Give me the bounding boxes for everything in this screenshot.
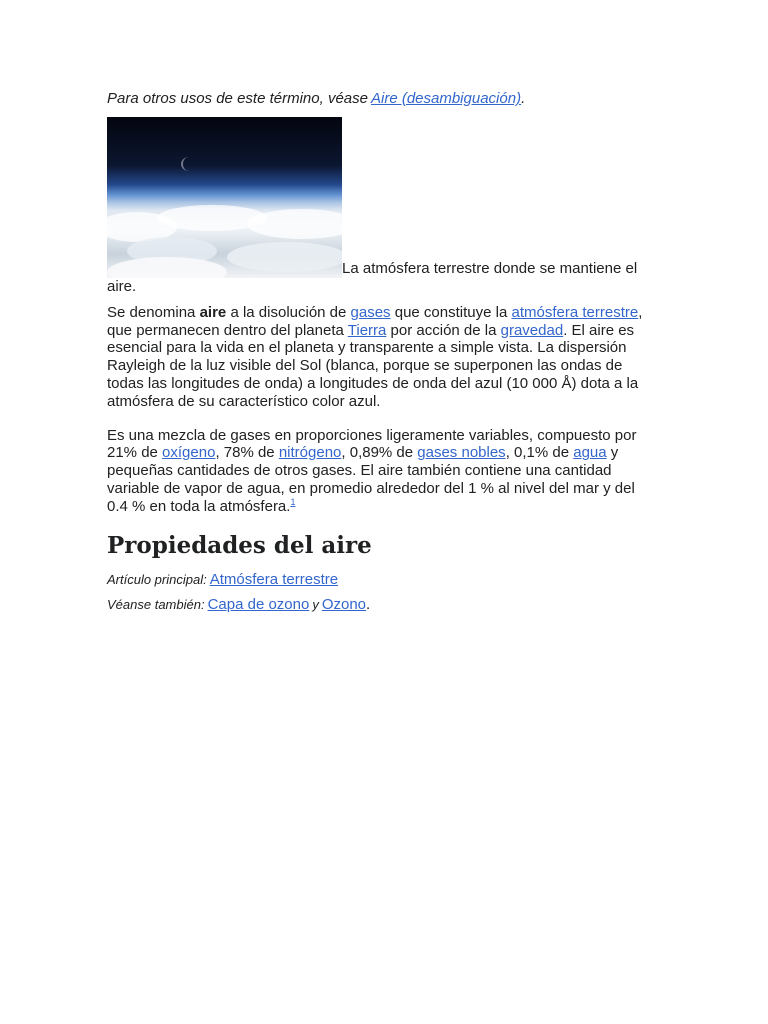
composition-paragraph: [107, 427, 652, 516]
nitrogeno-link[interactable]: nitrógeno: [278, 444, 342, 462]
text: Es una mezcla de gases en proporciones ligeramente variables, compuesto por 21% de: [107, 426, 637, 462]
see-also-label: Véanse también:: [107, 596, 205, 612]
disambiguation-link[interactable]: Aire (desambiguación): [370, 90, 522, 107]
text: , 0,1% de: [505, 444, 574, 462]
tierra-link[interactable]: Tierra: [347, 321, 387, 339]
main-article-note: [107, 570, 652, 589]
hatnote-period: .: [521, 90, 526, 107]
text: por acción de la: [386, 321, 501, 339]
conjunction: y: [312, 596, 319, 612]
gravedad-link[interactable]: gravedad: [500, 321, 564, 339]
ozono-link[interactable]: Ozono: [321, 595, 367, 613]
see-also-period: .: [366, 595, 371, 613]
atmosfera-terrestre-link[interactable]: atmósfera terrestre: [511, 303, 639, 321]
agua-link[interactable]: agua: [573, 444, 607, 462]
cloud: [107, 257, 227, 278]
hatnote-text: Para otros usos de este término, véase: [107, 90, 368, 107]
gases-link[interactable]: gases: [350, 303, 391, 321]
figure: [107, 117, 652, 296]
capa-de-ozono-link[interactable]: Capa de ozono: [207, 595, 310, 613]
cloud: [247, 209, 342, 239]
intro-paragraph: [107, 304, 652, 411]
text: a la disolución de: [226, 303, 351, 321]
bold-term: aire: [199, 303, 227, 321]
moon-crescent: [181, 157, 197, 171]
text: . El aire es esencial para la vida en el planeta y transparente a simple vista. La dispersión Rayleigh de la luz visible del Sol (blanca, porque se superponen las ondas de todas las longitudes de onda) a longitudes de onda del azul (10 000 Å) dota a la atmósfera de su característico color azul.: [107, 321, 639, 410]
oxigeno-link[interactable]: oxígeno: [162, 444, 216, 462]
see-also-note: [107, 595, 652, 614]
gases-nobles-link[interactable]: gases nobles: [417, 444, 506, 462]
reference-link[interactable]: 1: [290, 496, 296, 507]
main-article-link[interactable]: Atmósfera terrestre: [209, 570, 339, 588]
text: Se denomina: [107, 303, 200, 321]
cloud: [227, 242, 342, 272]
text: , 0,89% de: [341, 444, 418, 462]
text: y pequeñas cantidades de otros gases. El aire también contiene una cantidad variable de vapor de agua, en promedio alrededor del 1 % al nivel del mar y del 0.4 % en toda la atmósfera.: [107, 444, 635, 515]
article-content: [107, 88, 652, 620]
text: que constituye la: [390, 303, 512, 321]
earth-atmosphere-photo[interactable]: [107, 117, 342, 278]
text: , 78% de: [215, 444, 279, 462]
disambiguation-hatnote: [107, 88, 652, 110]
text: , que permanecen dentro del planeta: [107, 303, 643, 339]
section-heading: Propiedades del aire: [107, 531, 372, 559]
main-article-label: Artículo principal:: [107, 571, 207, 587]
figure-caption: La atmósfera terrestre donde se mantiene el aire.: [107, 260, 638, 295]
